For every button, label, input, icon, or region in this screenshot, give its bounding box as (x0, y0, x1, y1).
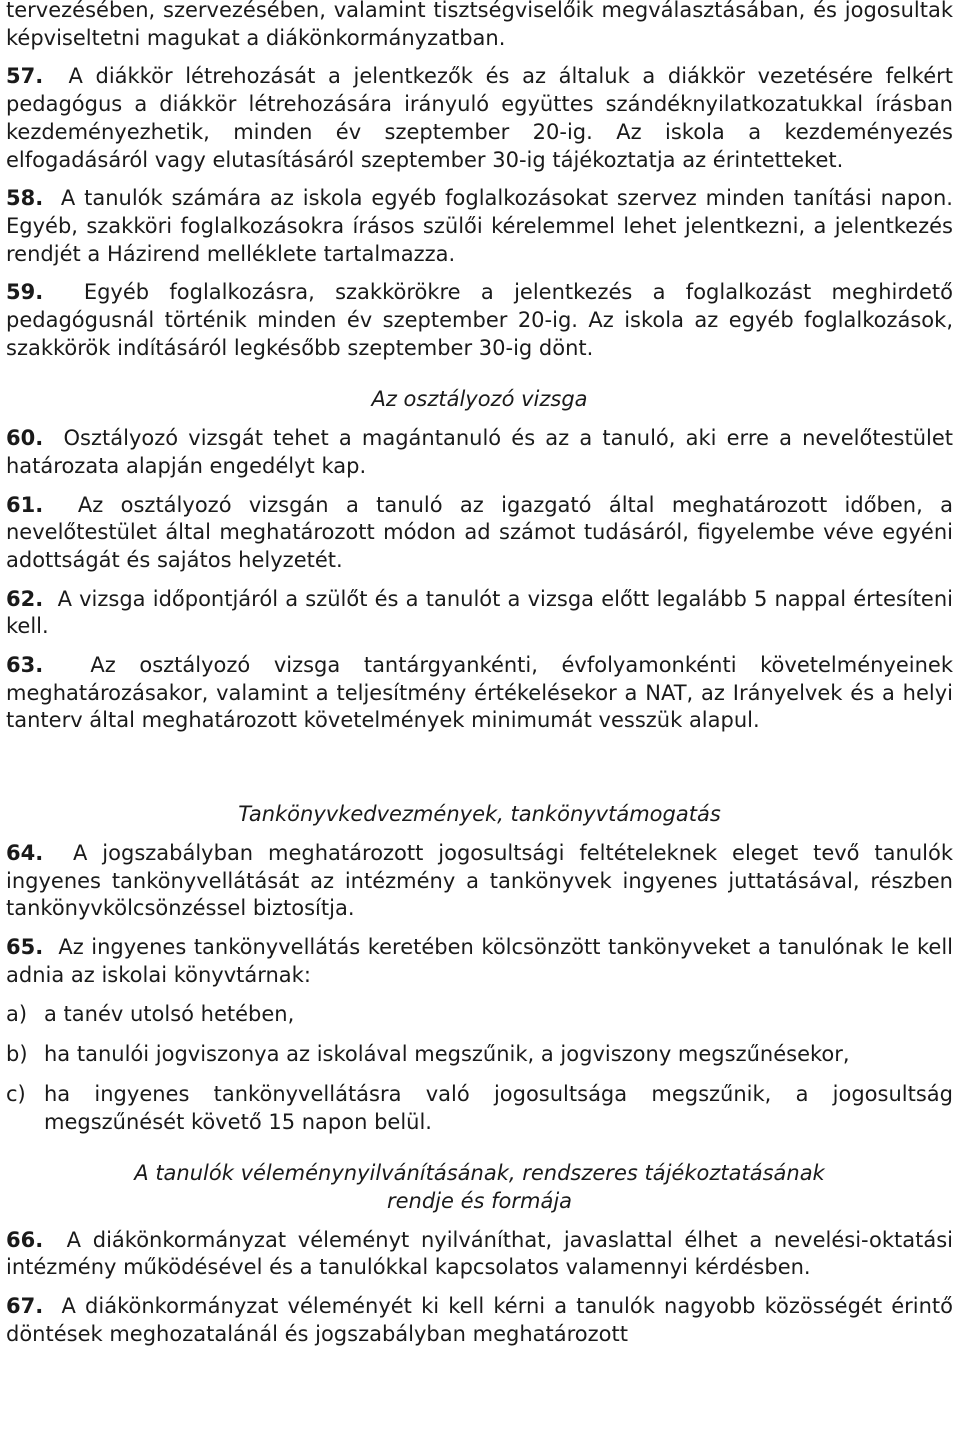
paragraph-number: 59. (6, 280, 44, 305)
paragraph-number: 57. (6, 64, 44, 89)
paragraph-60 (6, 425, 953, 480)
paragraph-59 (6, 279, 953, 362)
paragraph-number: 65. (6, 934, 44, 959)
paragraph-text: A diákkör létrehozását a jelentkezők és az általuk a diákkör vezetésére felkért pedagógus a diákkör létrehozására irányuló együttes szándéknyilatkozatukkal írásban kezdeményezhetik, minden év szeptember 20-ig. Az iskola a kezdeményezés elfogadásáról vagy elutasításáról szeptember 30-ig tájékoztatja az érintetteket. (6, 64, 953, 172)
paragraph-text: A vizsga időpontjáról a szülőt és a tanulót a vizsga előtt legalább 5 nappal értesíteni kell. (6, 586, 954, 639)
list-item-label: a) (6, 1002, 28, 1027)
paragraph-66 (6, 1227, 953, 1282)
paragraph-number: 67. (6, 1294, 44, 1319)
paragraph-57 (6, 63, 953, 174)
paragraph-number: 66. (6, 1227, 44, 1252)
paragraph-text: A diákönkormányzat véleményt nyilváníthat, javaslattal élhet a nevelési-oktatási intézmény működésével és a tanulókkal kapcsolatos valamennyi kérdésben. (6, 1227, 953, 1280)
paragraph-text: A jogszabályban meghatározott jogosultsági feltételeknek eleget tevő tanulók ingyenes tankönyvellátását az intézmény a tankönyvek ingyenes juttatásával, részben tankönyvkölcsönzéssel biztosítja. (6, 840, 953, 921)
paragraph-number: 63. (6, 653, 44, 678)
list-item-text: ha ingyenes tankönyvellátásra való jogosultsága megszűnik, a jogosultság megszűnését követő 15 napon belül. (44, 1081, 953, 1134)
list-item-c (6, 1081, 953, 1136)
paragraph-text: A diákönkormányzat véleményét ki kell kérni a tanulók nagyobb közösségét érintő döntések meghozatalánál és jogszabályban meghatározott (6, 1294, 953, 1346)
section-heading-line: A tanulók véleménynyilvánításának, rendszeres tájékoztatásának (134, 1161, 825, 1186)
paragraph-number: 61. (6, 492, 44, 517)
section-heading-exam: Az osztályozó vizsga (371, 387, 588, 412)
paragraph-text: Az osztályozó vizsga tantárgyankénti, évfolyamonkénti követelményeinek meghatározásakor, valamint a teljesítmény értékelésekor a NAT, az Irányelvek és a helyi tanterv által meghatározott követelmények minimumát vesszük alapul. (6, 653, 953, 733)
paragraph-64 (6, 840, 953, 923)
paragraph-text: Egyéb foglalkozásra, szakkörökre a jelentkezés a foglalkozást meghirdető pedagógusnál történik minden év szeptember 20-ig. Az iskola az egyéb foglalkozások, szakkörök indításáról legkésőbb szeptember 30-ig dönt. (6, 280, 953, 360)
list-item-label: b) (6, 1042, 28, 1067)
paragraph-number: 60. (6, 426, 44, 451)
list-item-a (6, 1001, 953, 1029)
section-heading-line: rendje és formája (386, 1188, 573, 1213)
paragraph-text: Az osztályozó vizsgán a tanuló az igazgató által meghatározott időben, a nevelőtestület által meghatározott módon ad számot tudásáról, figyelembe véve egyéni adottságát és sajátos helyzetét. (6, 492, 953, 572)
paragraph-61 (6, 492, 953, 575)
section-heading-textbooks: Tankönyvkedvezmények, tankönyvtámogatás (238, 802, 721, 827)
list-item-b (6, 1041, 953, 1069)
list-item-text: ha tanulói jogviszonya az iskolával megszűnik, a jogviszony megszűnésekor, (44, 1042, 850, 1067)
paragraph-text: Az ingyenes tankönyvellátás keretében kölcsönzött tankönyveket a tanulónak le kell adnia az iskolai könyvtárnak: (6, 934, 953, 987)
paragraph-text: Osztályozó vizsgát tehet a magántanuló és az a tanuló, aki erre a nevelőtestület határozata alapján engedélyt kap. (6, 426, 953, 478)
paragraph-number: 64. (6, 840, 44, 865)
paragraph-63 (6, 652, 953, 735)
paragraph-number: 62. (6, 586, 44, 611)
section-heading-opinion (6, 1160, 953, 1215)
paragraph-text: A tanulók számára az iskola egyéb foglalkozásokat szervez minden tanítási napon. Egyéb, szakköri foglalkozásokra írásos szülői kérelemmel lehet jelentkezni, a jelentkezés rendjét a Házirend melléklete tartalmazza. (6, 186, 953, 266)
list-item-text: a tanév utolsó hetében, (44, 1002, 295, 1027)
paragraph-58 (6, 185, 953, 268)
paragraph-67 (6, 1293, 953, 1348)
paragraph-number: 58. (6, 186, 44, 211)
paragraph-65 (6, 934, 953, 989)
opening-text: tervezésében, szervezésében, valamint tisztségviselőik megválasztásában, és jogosultak képviseltetni magukat a diákönkormányzatban. (6, 0, 953, 50)
paragraph-62 (6, 586, 953, 641)
list-item-label: c) (6, 1081, 26, 1106)
